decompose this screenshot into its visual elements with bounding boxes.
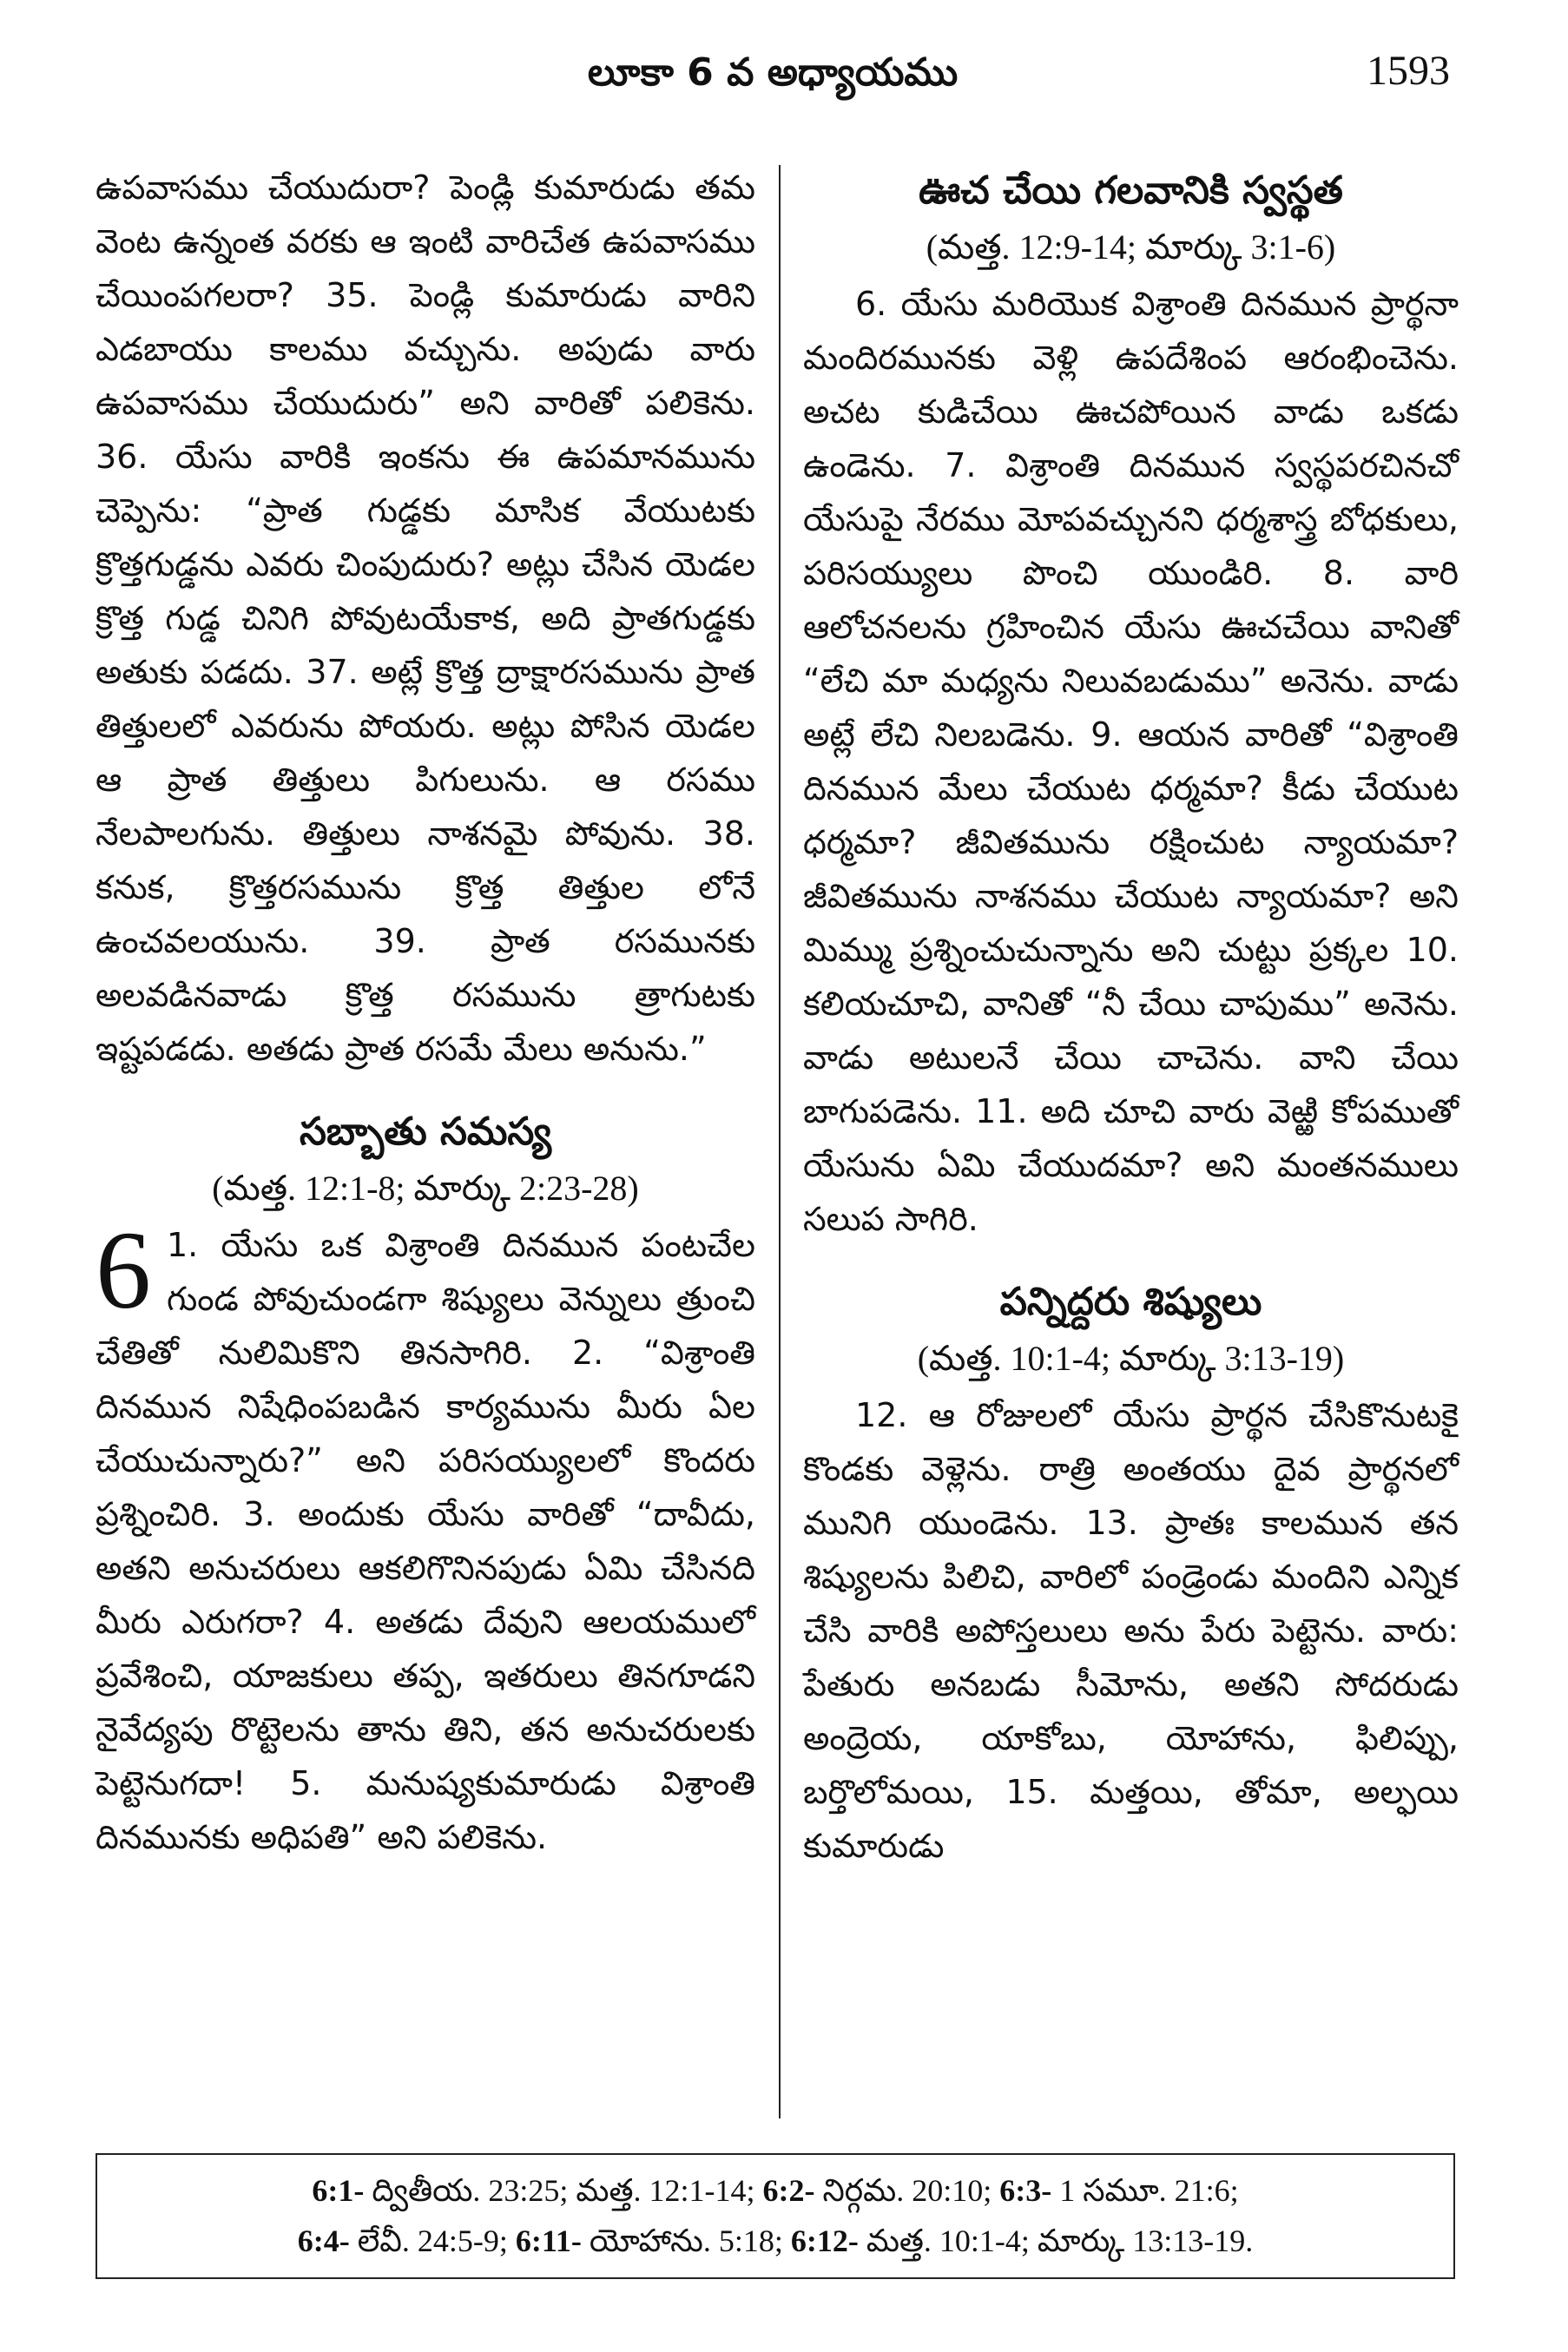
footnote-box: [96, 2153, 1455, 2279]
body-paragraph: ఉపవాసము చేయుదురా? పెండ్లి కుమారుడు తమ వెంట ఉన్నంత వరకు ఆ ఇంటి వారిచేత ఉపవాసము చేయింపగలరా? 35. పెండ్లి కుమారుడు వారిని ఎడబాయు కాలము వచ్చును. అపుడు వారు ఉపవాసము చేయుదురు” అని వారితో పలికెను. 36. యేసు వారికి ఇంకను ఈ ఉపమానమును చెప్పెను: “ప్రాత గుడ్డకు మాసిక వేయుటకు క్రొత్తగుడ్డను ఎవరు చింపుదురు? అట్లు చేసిన యెడల క్రొత్త గుడ్డ చినిగి పోవుటయేకాక, అది ప్రాతగుడ్డకు అతుకు పడదు. 37. అట్లే క్రొత్త ద్రాక్షారసమును ప్రాత తిత్తులలో ఎవరును పోయరు. అట్లు పోసిన యెడల ఆ ప్రాత తిత్తులు పిగులును. ఆ రసము నేలపాలగును. తిత్తులు నాశనమై పోవును. 38. కనుక, క్రొత్తరసమును క్రొత్త తిత్తుల లోనే ఉంచవలయును. 39. ప్రాత రసమునకు అలవడినవాడు క్రొత్త రసమును త్రాగుటకు ఇష్టపడడు. అతడు ప్రాత రసమే మేలు అనును.”: [96, 168, 755, 1068]
column-divider: [779, 165, 781, 2118]
page-number: 1593: [1367, 48, 1450, 94]
footnote-line: [97, 2216, 1453, 2266]
body-paragraph: 6. యేసు మరియొక విశ్రాంతి దినమున ప్రార్థనా మందిరమునకు వెళ్లి ఉపదేశింప ఆరంభించెను. అచట కుడిచేయి ఊచపోయిన వాడు ఒకడు ఉండెను. 7. విశ్రాంతి దినమున స్వస్థపరచినచో యేసుపై నేరము మోపవచ్చునని ధర్మశాస్త్ర బోధకులు, పరిసయ్యులు పొంచి యుండిరి. 8. వారి ఆలోచనలను గ్రహించిన యేసు ఊచచేయి వానితో “లేచి మా మధ్యను నిలువబడుము” అనెను. వాడు అట్లే లేచి నిలబడెను. 9. ఆయన వారితో “విశ్రాంతి దినమున మేలు చేయుట ధర్మమా? కీడు చేయుట ధర్మమా? జీవితమును రక్షించుట న్యాయమా? జీవితమును నాశనము చేయుట న్యాయమా? అని మిమ్ము ప్రశ్నించుచున్నాను అని చుట్టు ప్రక్కల 10. కలియచూచి, వానితో “నీ చేయి చాపుము” అనెను. వాడు అటులనే చేయి చాచెను. వాని చేయి బాగుపడెను. 11. అది చూచి వారు వెఱ్ఱి కోపముతో యేసును ఏమి చేయుదమా? అని మంతనములు సలుప సాగిరి.: [803, 285, 1459, 1238]
body-paragraph: 12. ఆ రోజులలో యేసు ప్రార్థన చేసికొనుటకై కొండకు వెళ్లెను. రాత్రి అంతయు దైవ ప్రార్థనలో మునిగి యుండెను. 13. ప్రాతః కాలమున తన శిష్యులను పిలిచి, వారిలో పండ్రెండు మందిని ఎన్నిక చేసి వారికి అపోస్తలులు అను పేరు పెట్టెను. వారు: పేతురు అనబడు సీమోను, అతని సోదరుడు అంద్రెయ, యాకోబు, యోహాను, ఫిలిప్పు, బర్తొలోమయి, 15. మత్తయి, తోమా, అల్ఫయి కుమారుడు: [803, 1396, 1459, 1865]
footnote-ref: 6:4-: [297, 2224, 350, 2258]
footnote-line: [97, 2165, 1453, 2216]
chapter-title: లూకా 6 వ అధ్యాయము: [587, 50, 959, 95]
chapter-opening-paragraph: [96, 1209, 755, 1864]
right-column: [803, 161, 1459, 1873]
footnote-text: 1 సమూ. 21:6;: [1051, 2173, 1239, 2208]
footnote-ref: 6:11-: [515, 2224, 582, 2258]
footnote-ref: 6:12-: [790, 2224, 859, 2258]
page-header: [96, 35, 1450, 113]
section-heading: పన్నిద్దరు శిష్యులు: [999, 1280, 1262, 1324]
cross-reference: (మత్త. 10:1-4; మార్కు 3:13-19): [917, 1339, 1345, 1378]
section-heading: ఊచ చేయి గలవానికి స్వస్థత: [919, 168, 1343, 213]
footnote-ref: 6:2-: [762, 2173, 815, 2208]
footnote-text: నిర్గమ. 20:10;: [814, 2173, 1000, 2208]
footnote-text: ద్వితీయ. 23:25; మత్త. 12:1-14;: [364, 2173, 763, 2208]
footnote-ref: 6:1-: [312, 2173, 365, 2208]
chapter-number-dropcap: 6: [96, 1209, 151, 1332]
footnote-text: లేవీ. 24:5-9;: [349, 2224, 516, 2258]
left-column: [96, 161, 755, 1864]
footnote-ref: 6:3-: [999, 2173, 1052, 2208]
footnote-text: మత్త. 10:1-4; మార్కు 13:13-19.: [858, 2224, 1254, 2258]
cross-reference: (మత్త. 12:9-14; మార్కు 3:1-6): [926, 227, 1336, 267]
cross-reference: (మత్త. 12:1-8; మార్కు 2:23-28): [212, 1169, 639, 1208]
section-heading: సబ్బాతు సమస్య: [300, 1110, 551, 1154]
body-paragraph: 1. యేసు ఒక విశ్రాంతి దినమున పంటచేల గుండ పోవుచుండగా శిష్యులు వెన్నులు త్రుంచి చేతితో నులిమికొని తినసాగిరి. 2. “విశ్రాంతి దినమున నిషేధింపబడిన కార్యమును మీరు ఏల చేయుచున్నారు?” అని పరిసయ్యులలో కొందరు ప్రశ్నించిరి. 3. అందుకు యేసు వారితో “దావీదు, అతని అనుచరులు ఆకలిగొనినపుడు ఏమి చేసినది మీరు ఎరుగరా? 4. అతడు దేవుని ఆలయములో ప్రవేశించి, యాజకులు తప్ప, ఇతరులు తినగూడని నైవేద్యపు రొట్టెలను తాను తిని, తన అనుచరులకు పెట్టెనుగదా! 5. మనుష్యకుమారుడు విశ్రాంతి దినమునకు అధిపతి” అని పలికెను.: [96, 1226, 755, 1856]
footnote-text: యోహాను. 5:18;: [581, 2224, 791, 2258]
